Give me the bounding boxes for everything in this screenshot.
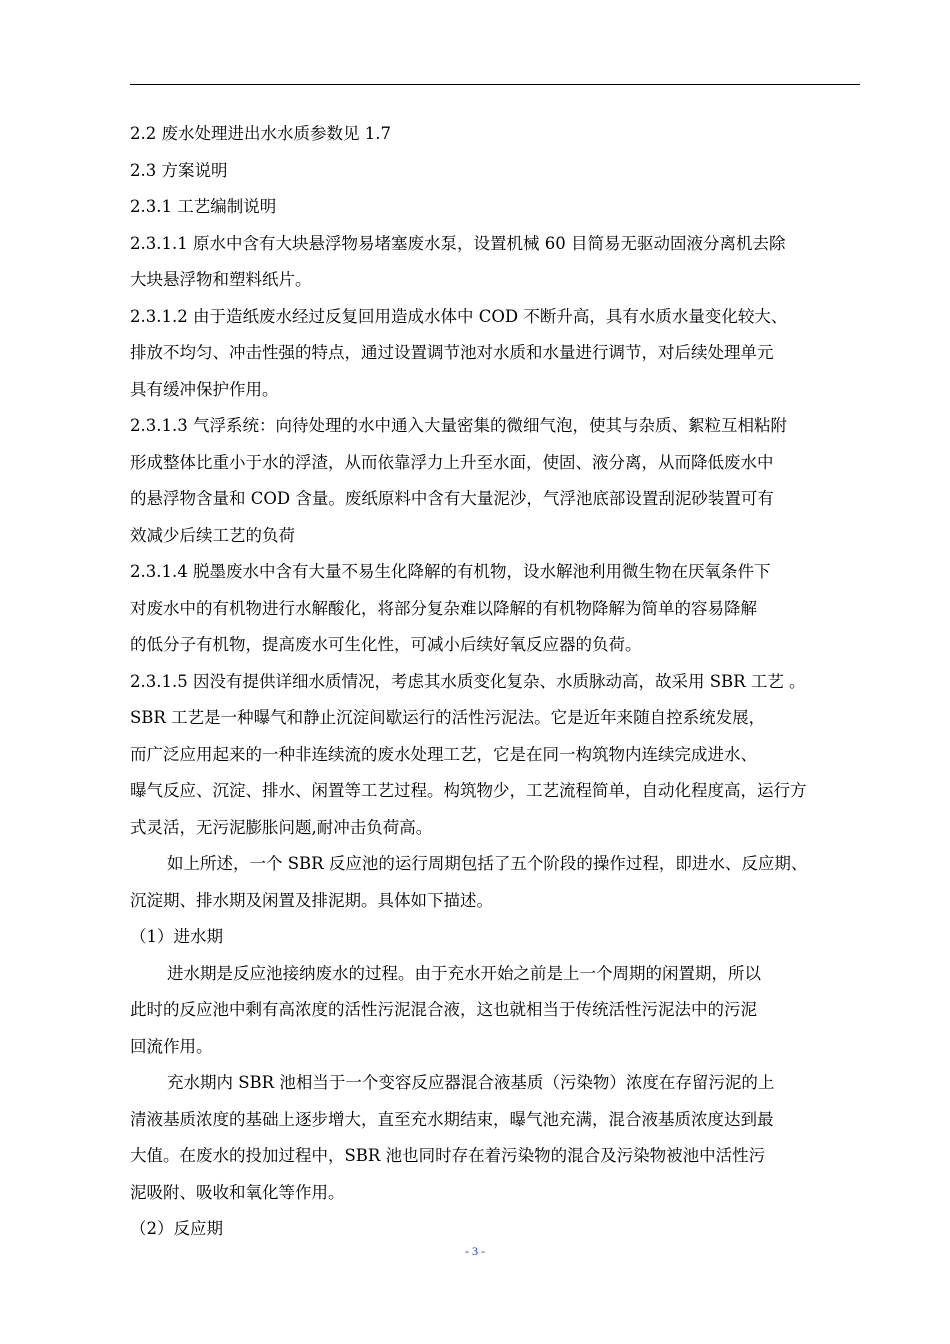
page-number: - 3 - xyxy=(465,1244,485,1258)
paragraph-line: 清液基质浓度的基础上逐步增大，直至充水期结束，曝气池充满，混合液基质浓度达到最 xyxy=(130,1109,774,1129)
paragraph-line: 2.3.1.3 气浮系统：向待处理的水中通入大量密集的微细气泡，使其与杂质、絮粒互相粘附 xyxy=(130,416,787,435)
paragraph-line: 2.3.1.1 原水中含有大块悬浮物易堵塞废水泵，设置机械 60 目简易无驱动固液分离机去除 xyxy=(130,233,786,253)
paragraph-line: 2.3.1.2 由于造纸废水经过反复回用造成水体中 COD 不断升高，具有水质水量变化较大、 xyxy=(130,306,788,326)
paragraph-line: 而广泛应用起来的一种非连续流的废水处理工艺，它是在同一构筑物内连续完成进水、 xyxy=(130,744,757,764)
paragraph-line: 曝气反应、沉淀、排水、闲置等工艺过程。构筑物少，工艺流程简单，自动化程度高，运行方 xyxy=(130,781,807,800)
paragraph-line: 对废水中的有机物进行水解酸化，将部分复杂难以降解的有机物降解为简单的容易降解 xyxy=(130,598,757,618)
header-rule xyxy=(130,84,860,85)
section-heading: 2.3.1 工艺编制说明 xyxy=(130,197,277,216)
paragraph-line: 式灵活，无污泥膨胀问题,耐冲击负荷高。 xyxy=(130,817,433,837)
paragraph-line: 的低分子有机物，提高废水可生化性，可减小后续好氧反应器的负荷。 xyxy=(130,635,642,654)
section-heading: 2.2 废水处理进出水水质参数见 1.7 xyxy=(130,124,391,143)
paragraph-line: 进水期是反应池接纳废水的过程。由于充水开始之前是上一个周期的闲置期，所以 xyxy=(167,963,761,983)
paragraph-line: 充水期内 SBR 池相当于一个变容反应器混合液基质（污染物）浓度在存留污泥的上 xyxy=(167,1073,775,1092)
paragraph-line: 大块悬浮物和塑料纸片。 xyxy=(130,270,312,289)
paragraph-line: 具有缓冲保护作用。 xyxy=(130,379,279,399)
section-heading: 2.3 方案说明 xyxy=(130,160,228,180)
list-heading: （1）进水期 xyxy=(130,927,223,946)
paragraph-line: 沉淀期、排水期及闲置及排泥期。具体如下描述。 xyxy=(130,890,493,910)
paragraph-line: 2.3.1.5 因没有提供详细水质情况，考虑其水质变化复杂、水质脉动高，故采用 SBR 工艺 。 xyxy=(130,671,806,691)
document-body xyxy=(130,116,860,1248)
paragraph-line: 如上所述，一个 SBR 反应池的运行周期包括了五个阶段的操作过程，即进水、反应期、 xyxy=(167,854,808,873)
list-heading: （2）反应期 xyxy=(130,1219,223,1238)
paragraph-line: 2.3.1.4 脱墨废水中含有大量不易生化降解的有机物，设水解池利用微生物在厌氧条件下 xyxy=(130,562,771,581)
paragraph-line: 形成整体比重小于水的浮渣，从而依靠浮力上升至水面，使固、液分离，从而降低废水中 xyxy=(130,452,774,472)
paragraph-line: SBR 工艺是一种曝气和静止沉淀间歇运行的活性污泥法。它是近年来随自控系统发展， xyxy=(130,708,766,727)
paragraph-line: 大值。在废水的投加过程中，SBR 池也同时存在着污染物的混合及污染物被池中活性污 xyxy=(130,1146,766,1165)
paragraph-line: 效减少后续工艺的负荷 xyxy=(130,525,295,545)
paragraph-line: 排放不均匀、冲击性强的特点，通过设置调节池对水质和水量进行调节，对后续处理单元 xyxy=(130,343,774,362)
paragraph-line: 的悬浮物含量和 COD 含量。废纸原料中含有大量泥沙，气浮池底部设置刮泥砂装置可有 xyxy=(130,489,774,508)
paragraph-line: 泥吸附、吸收和氧化等作用。 xyxy=(130,1182,345,1202)
paragraph-line: 回流作用。 xyxy=(130,1036,213,1056)
paragraph-line: 此时的反应池中剩有高浓度的活性污泥混合液，这也就相当于传统活性污泥法中的污泥 xyxy=(130,1000,757,1019)
